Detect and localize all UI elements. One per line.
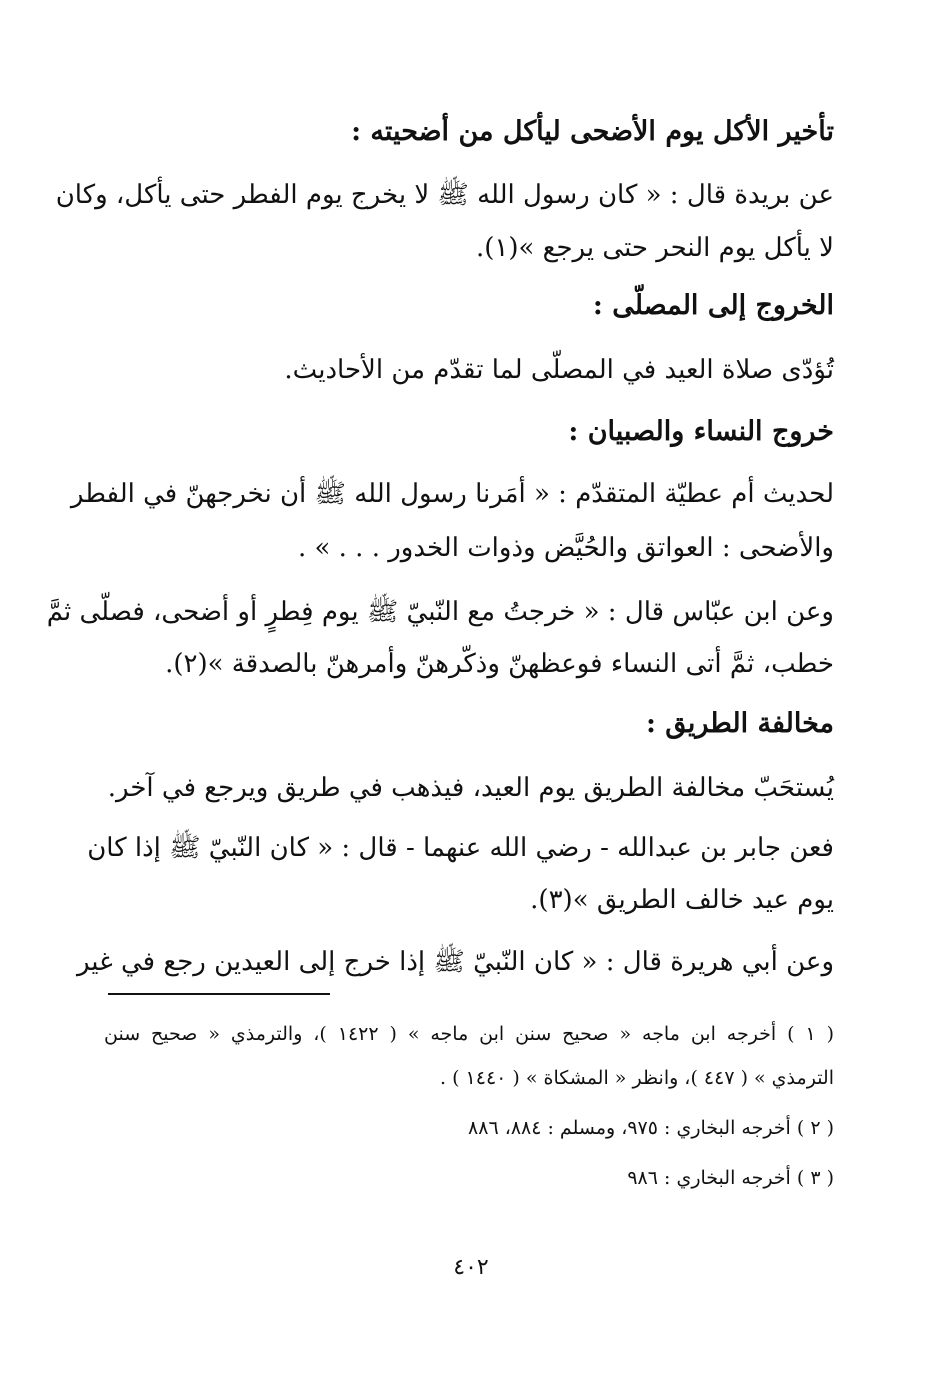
footnote-2: ( ٢ ) أخرجه البخاري : ٩٧٥، ومسلم : ٨٨٤، ٨٨٦ (468, 1117, 834, 1139)
section-heading-delay-eating: تأخير الأكل يوم الأضحى ليأكل من أضحيته : (351, 116, 834, 147)
paragraph-line: وعن ابن عبّاس قال : « خرجتُ مع النّبيّ ﷺ يوم فِطرٍ أو أضحى، فصلّى ثمَّ (46, 597, 834, 627)
paragraph-line: يوم عيد خالف الطريق »(٣). (530, 885, 834, 915)
paragraph-line: فعن جابر بن عبدالله - رضي الله عنهما - قال : « كان النّبيّ ﷺ إذا كان (87, 833, 834, 863)
page-number: ٤٠٢ (453, 1255, 489, 1280)
paragraph-line: عن بريدة قال : « كان رسول الله ﷺ لا يخرج يوم الفطر حتى يأكل، وكان (55, 180, 834, 210)
paragraph-line: والأضحى : العواتق والحُيَّض وذوات الخدور . . . » . (297, 533, 834, 563)
section-heading-women-children: خروج النساء والصبيان : (568, 416, 834, 447)
section-heading-different-route: مخالفة الطريق : (645, 708, 834, 739)
paragraph-line: لا يأكل يوم النحر حتى يرجع »(١). (475, 233, 834, 263)
paragraph-line: وعن أبي هريرة قال : « كان النّبيّ ﷺ إذا خرج إلى العيدين رجع في غير (76, 947, 834, 977)
paragraph-line: تُؤدّى صلاة العيد في المصلّى لما تقدّم من الأحاديث. (284, 355, 834, 385)
paragraph-line: خطب، ثمَّ أتى النساء فوعظهنّ وذكّرهنّ وأمرهنّ بالصدقة »(٢). (165, 649, 834, 679)
section-heading-going-to-prayer-ground: الخروج إلى المصلّى : (592, 290, 834, 321)
footnote-1-continued: الترمذي » ( ٤٤٧ )، وانظر « المشكاة » ( ١٤٤٠ ) . (440, 1067, 834, 1089)
footnote-1: ( ١ ) أخرجه ابن ماجه « صحيح سنن ابن ماجه » ( ١٤٢٢ )، والترمذي « صحيح سنن (104, 1023, 834, 1045)
paragraph-line: لحديث أم عطيّة المتقدّم : « أمَرنا رسول الله ﷺ أن نخرجهنّ في الفطر (70, 479, 834, 509)
paragraph-line: يُستحَبّ مخالفة الطريق يوم العيد، فيذهب في طريق ويرجع في آخر. (107, 773, 834, 803)
footnote-divider (108, 993, 330, 995)
footnote-3: ( ٣ ) أخرجه البخاري : ٩٨٦ (627, 1167, 834, 1189)
